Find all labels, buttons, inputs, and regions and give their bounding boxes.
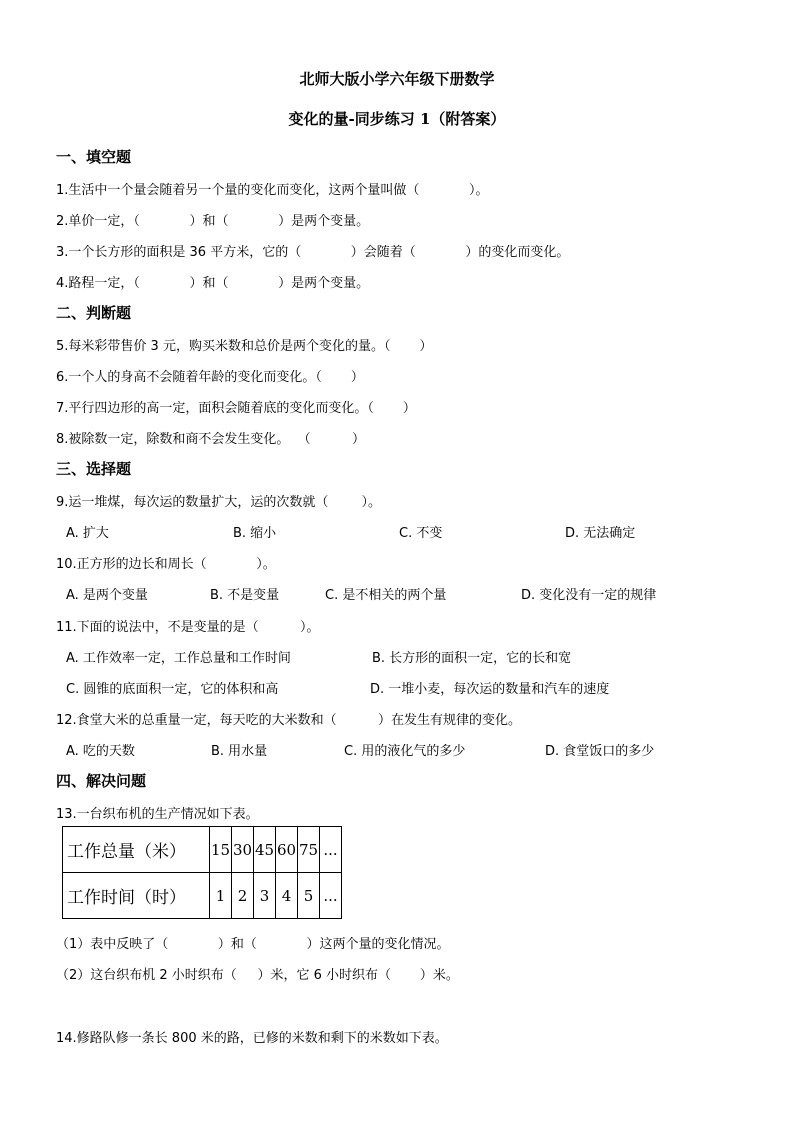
q10-option-b: B. 不是变量 bbox=[210, 588, 280, 603]
table-cell: 4 bbox=[276, 873, 298, 919]
table-cell: 3 bbox=[254, 873, 276, 919]
q12-option-c: C. 用的液化气的多少 bbox=[344, 744, 466, 759]
q9-option-a: A. 扩大 bbox=[66, 526, 109, 541]
question-11: 11.下面的说法中，不是变量的是（ ）。 bbox=[56, 620, 320, 635]
table-cell: 30 bbox=[232, 827, 254, 873]
q12-option-a: A. 吃的天数 bbox=[66, 744, 135, 759]
row-label-total: 工作总量（米） bbox=[63, 827, 210, 873]
document-title: 北师大版小学六年级下册数学 bbox=[299, 70, 495, 88]
row-label-time: 工作时间（时） bbox=[63, 873, 210, 919]
q11-option-a: A. 工作效率一定，工作总量和工作时间 bbox=[66, 651, 291, 666]
question-9: 9.运一堆煤，每次运的数量扩大，运的次数就（ ）。 bbox=[56, 495, 381, 510]
q9-option-c: C. 不变 bbox=[399, 526, 443, 541]
q11-option-c: C. 圆锥的底面积一定，它的体积和高 bbox=[66, 682, 279, 697]
q11-option-b: B. 长方形的面积一定，它的长和宽 bbox=[372, 651, 572, 666]
question-4: 4.路程一定，（ ）和（ ）是两个变量。 bbox=[56, 276, 370, 291]
section-true-false: 二、判断题 bbox=[56, 304, 132, 322]
table-cell: 1 bbox=[210, 873, 232, 919]
question-13-part-2: （2）这台织布机 2 小时织布（ ）米，它 6 小时织布（ ）米。 bbox=[56, 968, 459, 983]
table-cell: 2 bbox=[232, 873, 254, 919]
q11-option-d: D. 一堆小麦，每次运的数量和汽车的速度 bbox=[370, 682, 610, 697]
question-14: 14.修路队修一条长 800 米的路，已修的米数和剩下的米数如下表。 bbox=[56, 1031, 448, 1046]
document-subtitle: 变化的量-同步练习 1（附答案） bbox=[288, 110, 506, 128]
section-choice: 三、选择题 bbox=[56, 460, 132, 478]
question-8: 8.被除数一定，除数和商不会发生变化。 （ ） bbox=[56, 432, 365, 447]
question-10: 10.正方形的边长和周长（ ）。 bbox=[56, 557, 276, 572]
question-1: 1.生活中一个量会随着另一个量的变化而变化，这两个量叫做（ ）。 bbox=[56, 183, 489, 198]
q10-option-c: C. 是不相关的两个量 bbox=[325, 588, 447, 603]
question-7: 7.平行四边形的高一定，面积会随着底的变化而变化。（ ） bbox=[56, 401, 416, 416]
table-cell: 5 bbox=[298, 873, 320, 919]
production-table bbox=[62, 826, 342, 919]
q12-option-d: D. 食堂饭口的多少 bbox=[545, 744, 655, 759]
question-3: 3.一个长方形的面积是 36 平方米，它的（ ）会随着（ ）的变化而变化。 bbox=[56, 245, 570, 260]
table-cell: 75 bbox=[298, 827, 320, 873]
question-12: 12.食堂大米的总重量一定，每天吃的大米数和（ ）在发生有规律的变化。 bbox=[56, 713, 521, 728]
table-cell: ... bbox=[320, 827, 342, 873]
table-row bbox=[63, 827, 342, 873]
table-row bbox=[63, 873, 342, 919]
q10-option-a: A. 是两个变量 bbox=[66, 588, 148, 603]
question-13-part-1: （1）表中反映了（ ）和（ ）这两个量的变化情况。 bbox=[56, 937, 450, 952]
question-2: 2.单价一定，（ ）和（ ）是两个变量。 bbox=[56, 214, 370, 229]
question-5: 5.每米彩带售价 3 元，购买米数和总价是两个变化的量。（ ） bbox=[56, 339, 433, 354]
q9-option-d: D. 无法确定 bbox=[565, 526, 636, 541]
q9-option-b: B. 缩小 bbox=[233, 526, 277, 541]
table-cell: ... bbox=[320, 873, 342, 919]
table-cell: 15 bbox=[210, 827, 232, 873]
table-cell: 60 bbox=[276, 827, 298, 873]
section-fill-blank: 一、填空题 bbox=[56, 148, 132, 166]
question-13: 13.一台织布机的生产情况如下表。 bbox=[56, 807, 259, 822]
section-solve: 四、解决问题 bbox=[56, 772, 147, 790]
question-6: 6.一个人的身高不会随着年龄的变化而变化。（ ） bbox=[56, 370, 364, 385]
table-cell: 45 bbox=[254, 827, 276, 873]
q12-option-b: B. 用水量 bbox=[211, 744, 268, 759]
q10-option-d: D. 变化没有一定的规律 bbox=[521, 588, 657, 603]
